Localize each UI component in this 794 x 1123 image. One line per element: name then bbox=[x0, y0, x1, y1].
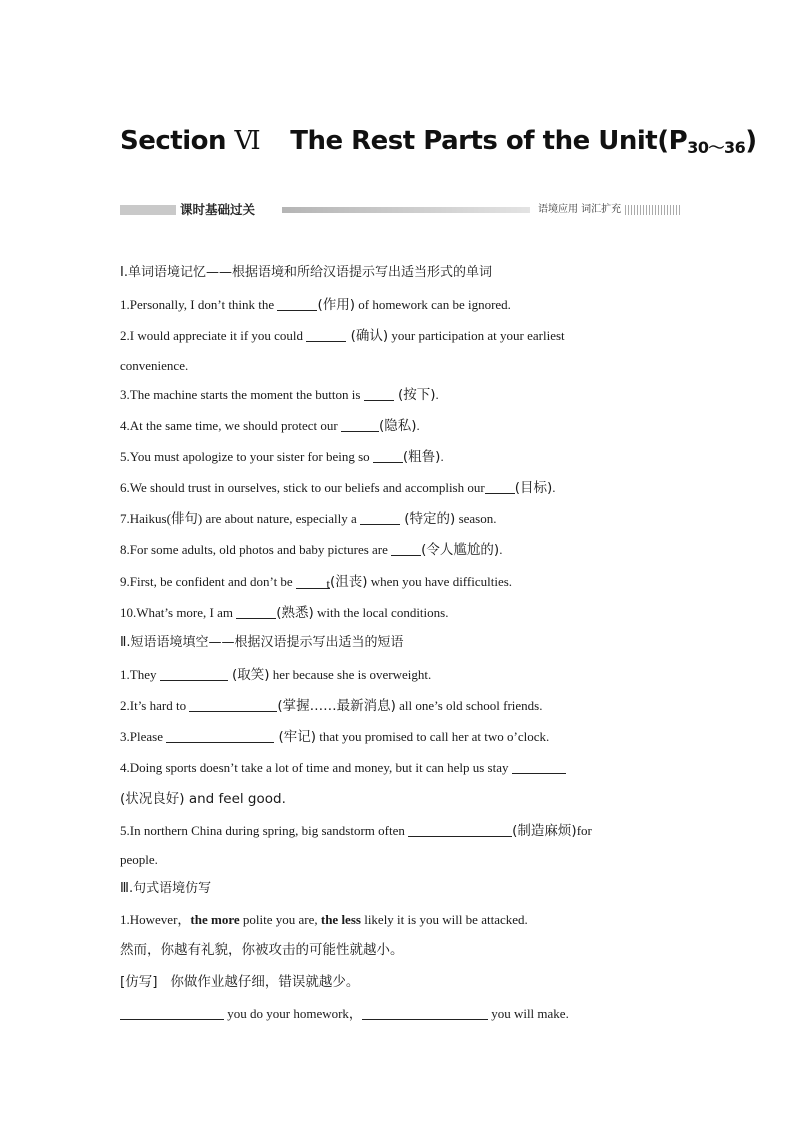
item-text: your participation at your earliest bbox=[388, 328, 565, 343]
answer-blank[interactable] bbox=[166, 729, 274, 743]
answer-blank[interactable] bbox=[306, 328, 346, 342]
part3-imitate bbox=[120, 973, 359, 991]
item-text: 5.You must apologize to your sister for being so bbox=[120, 449, 373, 464]
item-text: . bbox=[416, 418, 420, 433]
item-text: . bbox=[499, 542, 503, 557]
item-text: 9.First, be confident and don’t be bbox=[120, 574, 296, 589]
bold-phrase: the more bbox=[190, 912, 240, 927]
answer-blank[interactable] bbox=[120, 1006, 224, 1020]
item-text: for bbox=[576, 823, 592, 838]
part3-translation: 然而，你越有礼貌，你被攻击的可能性就越小。 bbox=[120, 942, 404, 958]
item-text: likely it is you will be attacked. bbox=[360, 912, 528, 927]
item-text: 2.It’s hard to bbox=[120, 698, 190, 713]
part1-item-5 bbox=[120, 448, 444, 466]
item-hint: (熟悉) bbox=[276, 605, 314, 621]
item-text: all one’s old school friends. bbox=[395, 698, 543, 713]
section-banner bbox=[120, 203, 680, 217]
answer-blank[interactable] bbox=[373, 449, 403, 463]
item-text: 1.However， bbox=[120, 912, 191, 927]
answer-blank[interactable] bbox=[364, 387, 394, 401]
item-text: season. bbox=[455, 511, 497, 526]
item-hint: (制造麻烦) bbox=[512, 823, 577, 839]
part1-heading: Ⅰ.单词语境记忆——根据语境和所给汉语提示写出适当形式的单词 bbox=[120, 265, 492, 280]
title-close: ) bbox=[745, 126, 757, 156]
item-hint: (特定的) bbox=[399, 511, 456, 527]
item-text: ) are about nature, especially a bbox=[197, 511, 360, 526]
item-hint: (确认) bbox=[346, 328, 389, 344]
item-text: polite you are, bbox=[239, 912, 321, 927]
part2-item-5-continued: people. bbox=[120, 852, 158, 867]
title-section: Section bbox=[120, 126, 226, 156]
part1-item-4 bbox=[120, 417, 420, 435]
part2-item-3 bbox=[120, 728, 549, 746]
item-hint: (按下) bbox=[393, 387, 436, 403]
part2-item-4 bbox=[120, 759, 566, 777]
title-main: The Rest Parts of the Unit(P bbox=[290, 126, 688, 156]
answer-blank[interactable] bbox=[512, 760, 566, 774]
banner-middle-bar bbox=[282, 207, 530, 213]
part1-item-10 bbox=[120, 604, 448, 622]
part1-item-2-continued: convenience. bbox=[120, 358, 189, 373]
item-text: 1.They bbox=[120, 667, 160, 682]
item-text: . bbox=[552, 480, 556, 495]
part2-item-2 bbox=[120, 697, 542, 715]
imitate-prompt: 你做作业越仔细，错误就越少。 bbox=[170, 974, 360, 990]
item-text: 4.Doing sports doesn’t take a lot of time and money, but it can help us stay bbox=[120, 760, 512, 775]
bold-phrase: the less bbox=[320, 912, 361, 927]
item-hint: (令人尴尬的) bbox=[421, 542, 500, 558]
part1-item-9 bbox=[120, 573, 512, 591]
item-text: her because she is overweight. bbox=[269, 667, 432, 682]
first-letter-hint: t bbox=[326, 576, 330, 591]
answer-blank[interactable] bbox=[485, 480, 515, 494]
item-hint: (状况良好) and feel good. bbox=[120, 791, 286, 807]
item-text: 7.Haikus( bbox=[120, 511, 171, 526]
answer-blank[interactable] bbox=[360, 511, 400, 525]
page-title bbox=[120, 126, 757, 158]
answer-blank[interactable] bbox=[236, 605, 276, 619]
item-text: . bbox=[435, 387, 439, 402]
item-text: when you have difficulties. bbox=[367, 574, 513, 589]
item-hint: (掌握……最新消息) bbox=[277, 698, 396, 714]
answer-blank[interactable] bbox=[391, 542, 421, 556]
item-text: of homework can be ignored. bbox=[354, 297, 511, 312]
part3-item-1 bbox=[120, 911, 528, 929]
answer-blank[interactable] bbox=[341, 418, 379, 432]
title-page-range: 30～36 bbox=[687, 138, 746, 157]
part1-item-3 bbox=[120, 386, 439, 404]
item-text: 2.I would appreciate it if you could bbox=[120, 328, 307, 343]
item-text: 4.At the same time, we should protect our bbox=[120, 418, 341, 433]
title-roman-numeral: Ⅵ bbox=[234, 126, 261, 156]
item-hint: (隐私) bbox=[378, 418, 417, 434]
answer-blank[interactable] bbox=[277, 297, 317, 311]
item-text: . bbox=[440, 449, 444, 464]
item-text: 6.We should trust in ourselves, stick to our beliefs and accomplish our bbox=[120, 480, 485, 495]
item-text: you will make. bbox=[487, 1006, 569, 1021]
answer-blank[interactable] bbox=[189, 698, 277, 712]
item-text: that you promised to call her at two o’clock. bbox=[316, 729, 550, 744]
banner-left-bar bbox=[120, 205, 176, 215]
item-text: 5.In northern China during spring, big sandstorm often bbox=[120, 823, 409, 838]
item-text: 8.For some adults, old photos and baby pictures are bbox=[120, 542, 392, 557]
item-hint: (目标) bbox=[514, 480, 553, 496]
banner-left-label: 课时基础过关 bbox=[180, 202, 256, 217]
item-text: with the local conditions. bbox=[313, 605, 449, 620]
item-hint: (沮丧) bbox=[329, 574, 368, 590]
banner-right-stripes bbox=[625, 205, 680, 215]
item-hint: (牢记) bbox=[274, 729, 317, 745]
item-text: 10.What’s more, I am bbox=[120, 605, 237, 620]
answer-blank[interactable] bbox=[408, 823, 512, 837]
part1-item-8 bbox=[120, 541, 502, 559]
item-hint: (粗鲁) bbox=[402, 449, 441, 465]
item-hint: (取笑) bbox=[227, 667, 270, 683]
part1-item-2 bbox=[120, 327, 565, 345]
part2-item-5 bbox=[120, 822, 592, 840]
part2-item-1 bbox=[120, 666, 431, 684]
item-text: 1.Personally, I don’t think the bbox=[120, 297, 278, 312]
part1-item-7 bbox=[120, 510, 496, 528]
part2-item-4-continued bbox=[120, 790, 286, 808]
answer-blank[interactable] bbox=[160, 667, 228, 681]
part3-heading: Ⅲ.句式语境仿写 bbox=[120, 881, 212, 896]
item-hint: (作用) bbox=[317, 297, 355, 313]
answer-blank[interactable] bbox=[362, 1006, 488, 1020]
item-text: 3.Please bbox=[120, 729, 167, 744]
item-text: you do your homework， bbox=[224, 1006, 362, 1021]
answer-blank[interactable] bbox=[296, 575, 330, 589]
item-hint: 俳句 bbox=[170, 511, 198, 527]
item-text: 3.The machine starts the moment the button is bbox=[120, 387, 364, 402]
part3-fill-line bbox=[120, 1005, 569, 1023]
part2-heading: Ⅱ.短语语境填空——根据汉语提示写出适当的短语 bbox=[120, 635, 404, 650]
part1-item-6 bbox=[120, 479, 556, 497]
banner-right-label: 语境应用 词汇扩充 bbox=[538, 204, 622, 215]
part1-item-1 bbox=[120, 296, 511, 314]
imitate-tag: [仿写] bbox=[120, 974, 158, 990]
